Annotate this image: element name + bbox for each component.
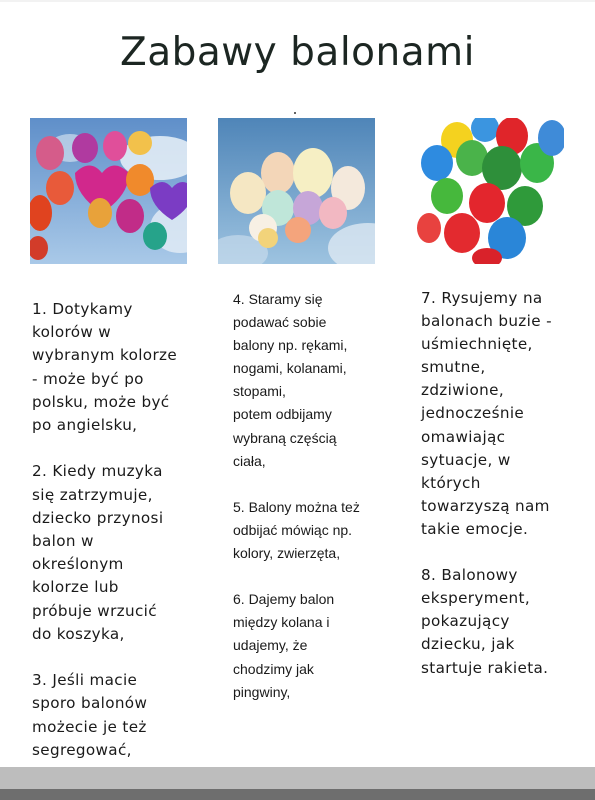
- activities-column-1: 1. Dotykamy kolorów w wybranym kolorze - może być po polsku, może być po angielsku, 2. Kiedy muzyka się zatrzymuje, dziecko przynosi balon w określonym kolorze lub próbuje wrzucić do koszyka, 3. Jeśli macie sporo balonów możecie je też segregować,: [32, 300, 178, 759]
- activities-column-3: 7. Rysujemy na balonach buzie - uśmiechnięte, smutne, zdziwione, jednocześnie omawiając sytuacje, w których towarzyszą nam takie emocje. 8. Balonowy eksperyment, pokazujący dziecku, jak startuje rakieta.: [421, 289, 552, 677]
- page-title: Zabawy balonami: [120, 30, 475, 75]
- balloons-photo-2: [218, 118, 375, 264]
- top-strip: [0, 0, 595, 2]
- activities-column-2: 4. Staramy się podawać sobie balony np. rękami, nogami, kolanami, stopami, potem odbijamy wybraną częścią ciała, 5. Balony można też odbijać mówiąc np. kolory, zwierzęta, 6. Dajemy balon między kolana i udajemy, że chodzimy jak pingwiny,: [233, 291, 360, 700]
- balloons-photo-3: [407, 118, 564, 264]
- bottom-edge: [0, 789, 595, 800]
- decorative-dot: [294, 112, 296, 114]
- footer-bar: [0, 767, 595, 789]
- balloons-photo-1: [30, 118, 187, 264]
